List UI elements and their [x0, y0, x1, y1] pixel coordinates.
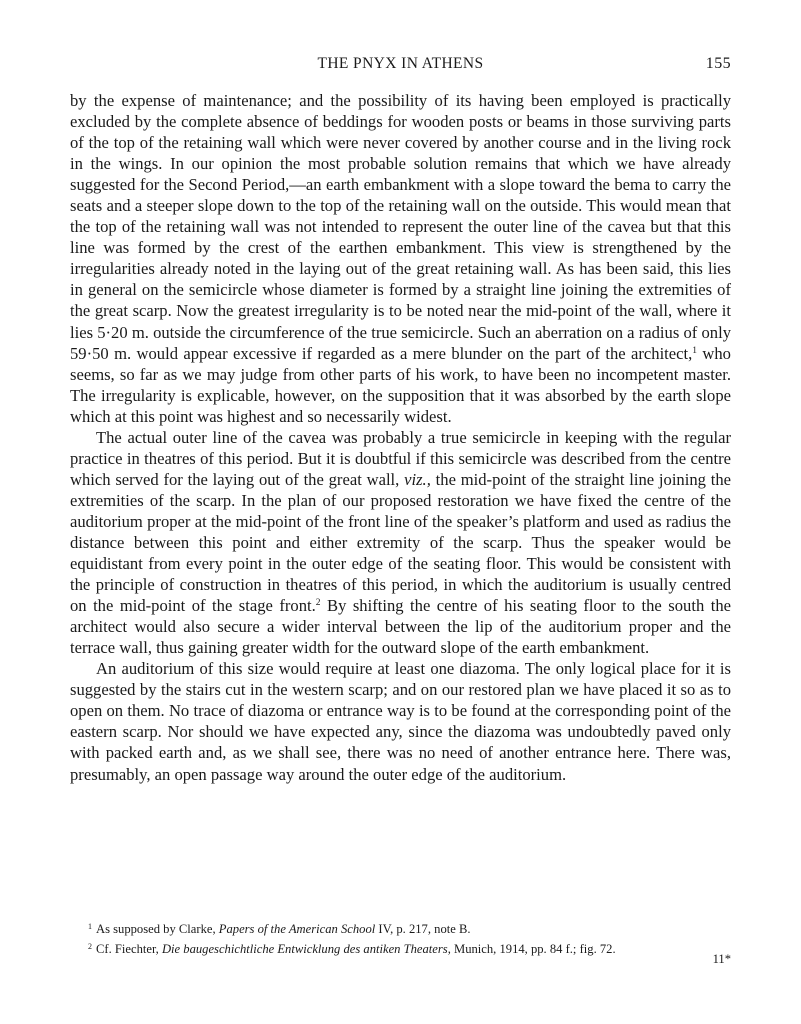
footnote-ref: 1	[692, 345, 698, 356]
footnote-1	[88, 918, 731, 938]
text-run: An auditorium of this size would require at least one diazoma. The only logical place for it is suggested by the stairs cut in the western scarp; and on our restored plan we have placed it so as to open on them. No trace of diazoma or entrance way is to be found at the corresponding point of the eastern scarp. Nor should we have expected any, since the diazoma was undoubtedly paved only with packed earth and, as we shall see, there was no need of another entrance here. There was, presumably, an open passage way around the outer edge of the auditorium.	[70, 659, 731, 784]
page	[70, 52, 731, 785]
text-run: Cf. Fiechter,	[96, 942, 162, 956]
text-run: the mid-point of the straight line joining the extremities of the scarp. In the plan of our proposed restoration we have fixed the centre of the auditorium proper at the mid-point of the front line of the speaker’s platform and used as radius the distance between this point and either extremity of the scarp. Thus the speaker would be equidistant from every point in the outer edge of the seating floor. This would be consistent with the principle of construction in theatres of this period, in which the auditorium is usually centred on the mid-point of the stage front.	[70, 469, 732, 616]
body-text	[70, 90, 731, 785]
running-title: THE PNYX IN ATHENS	[317, 55, 484, 72]
italic-run: Die baugeschichtliche Entwicklung des antiken Theaters	[161, 942, 448, 956]
footnote-2	[88, 938, 731, 958]
italic-run: Papers of the American School	[218, 922, 376, 936]
footnotes	[88, 918, 731, 958]
paragraph-3	[70, 658, 731, 784]
text-run: As supposed by Clarke,	[96, 922, 219, 936]
italic-run: viz.,	[404, 469, 431, 489]
text-run: by the expense of maintenance; and the possibility of its having been employed is practically excluded by the complete absence of beddings for wooden posts or beams in those surviving parts of the top of the retaining wall which were never covered by another course and in the living rock in the wings. In our opinion the most probable solution remains that which we have already suggested for the Second Period,—an earth embankment with a slope toward the bema to carry the seats and a steeper slope down to the top of the retaining wall on the outside. This would mean that the top of the retaining wall was not intended to represent the outer line of the cavea but that this line was formed by the crest of the earthen embankment. This view is strengthened by the irregularities already noted in the laying out of the great retaining wall. As has been said, this lies in general on the semicircle whose diameter is formed by a straight line joining the extremities of the great scarp. Now the greatest irregularity is to be noted near the mid-point of the wall, where it lies 5·20 m. outside the circumference of the true semicircle. Such an aberration on a radius of only 59·50 m. would appear excessive if regarded as a mere blunder on the part of the architect,	[70, 91, 731, 363]
text-run: The actual outer line of the cavea was probably a true semicircle in keeping with the regular practice in theatres of this period. But it is doubtful if this semicircle was described from the centre which served for the laying out of the great wall,	[70, 427, 731, 489]
footnote-number: 1	[88, 922, 92, 931]
text-run: who seems, so far as we may judge from other parts of his work, to have been no incompetent master. The irregularity is explicable, however, on the supposition that it was absorbed by the earth slope which at this point was highest and so necessarily widest.	[70, 343, 731, 426]
text-run: , Munich, 1914, pp. 84 f.; fig. 72.	[447, 942, 616, 956]
text-run: By shifting the centre of his seating floor to the south the architect would also secure a wider interval between the lip of the auditorium proper and the terrace wall, thus gaining greater width for the outward slope of the earth embankment.	[70, 596, 731, 658]
running-head	[70, 52, 731, 78]
signature-mark: 11*	[712, 952, 731, 966]
footnote-number: 2	[88, 942, 92, 951]
paragraph-2	[70, 427, 731, 659]
footnote-ref: 2	[315, 598, 321, 609]
text-run: IV, p. 217, note B.	[375, 922, 471, 936]
paragraph-1	[70, 90, 731, 427]
page-number: 155	[705, 55, 731, 72]
